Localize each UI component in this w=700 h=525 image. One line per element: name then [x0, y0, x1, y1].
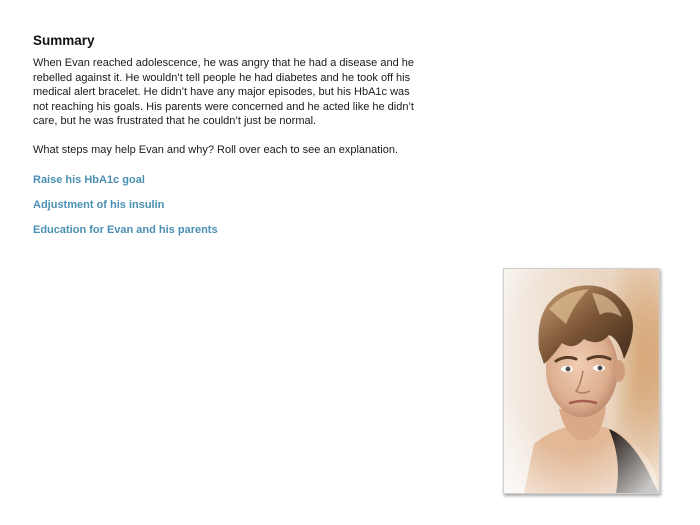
evan-photo: [503, 268, 660, 494]
question-prompt: What steps may help Evan and why? Roll over each to see an explanation.: [33, 143, 399, 156]
teenage-boy-portrait-image: [504, 269, 659, 493]
summary-section: [33, 33, 423, 248]
option-adjust-insulin[interactable]: Adjustment of his insulin: [33, 198, 165, 211]
option-education[interactable]: Education for Evan and his parents: [33, 223, 218, 236]
option-raise-hba1c-goal[interactable]: Raise his HbA1c goal: [33, 173, 145, 186]
summary-heading: Summary: [33, 33, 95, 48]
option-list: [33, 173, 423, 237]
summary-paragraph: When Evan reached adolescence, he was angry that he had a disease and he rebelled against it. He wouldn’t tell people he had diabetes and he took off his medical alert bracelet. He didn’t have any major episodes, but his HbA1c was not reaching his goals. His parents were concerned and he acted like he didn’t care, but he was frustrated that he couldn’t just be normal.: [33, 57, 414, 128]
